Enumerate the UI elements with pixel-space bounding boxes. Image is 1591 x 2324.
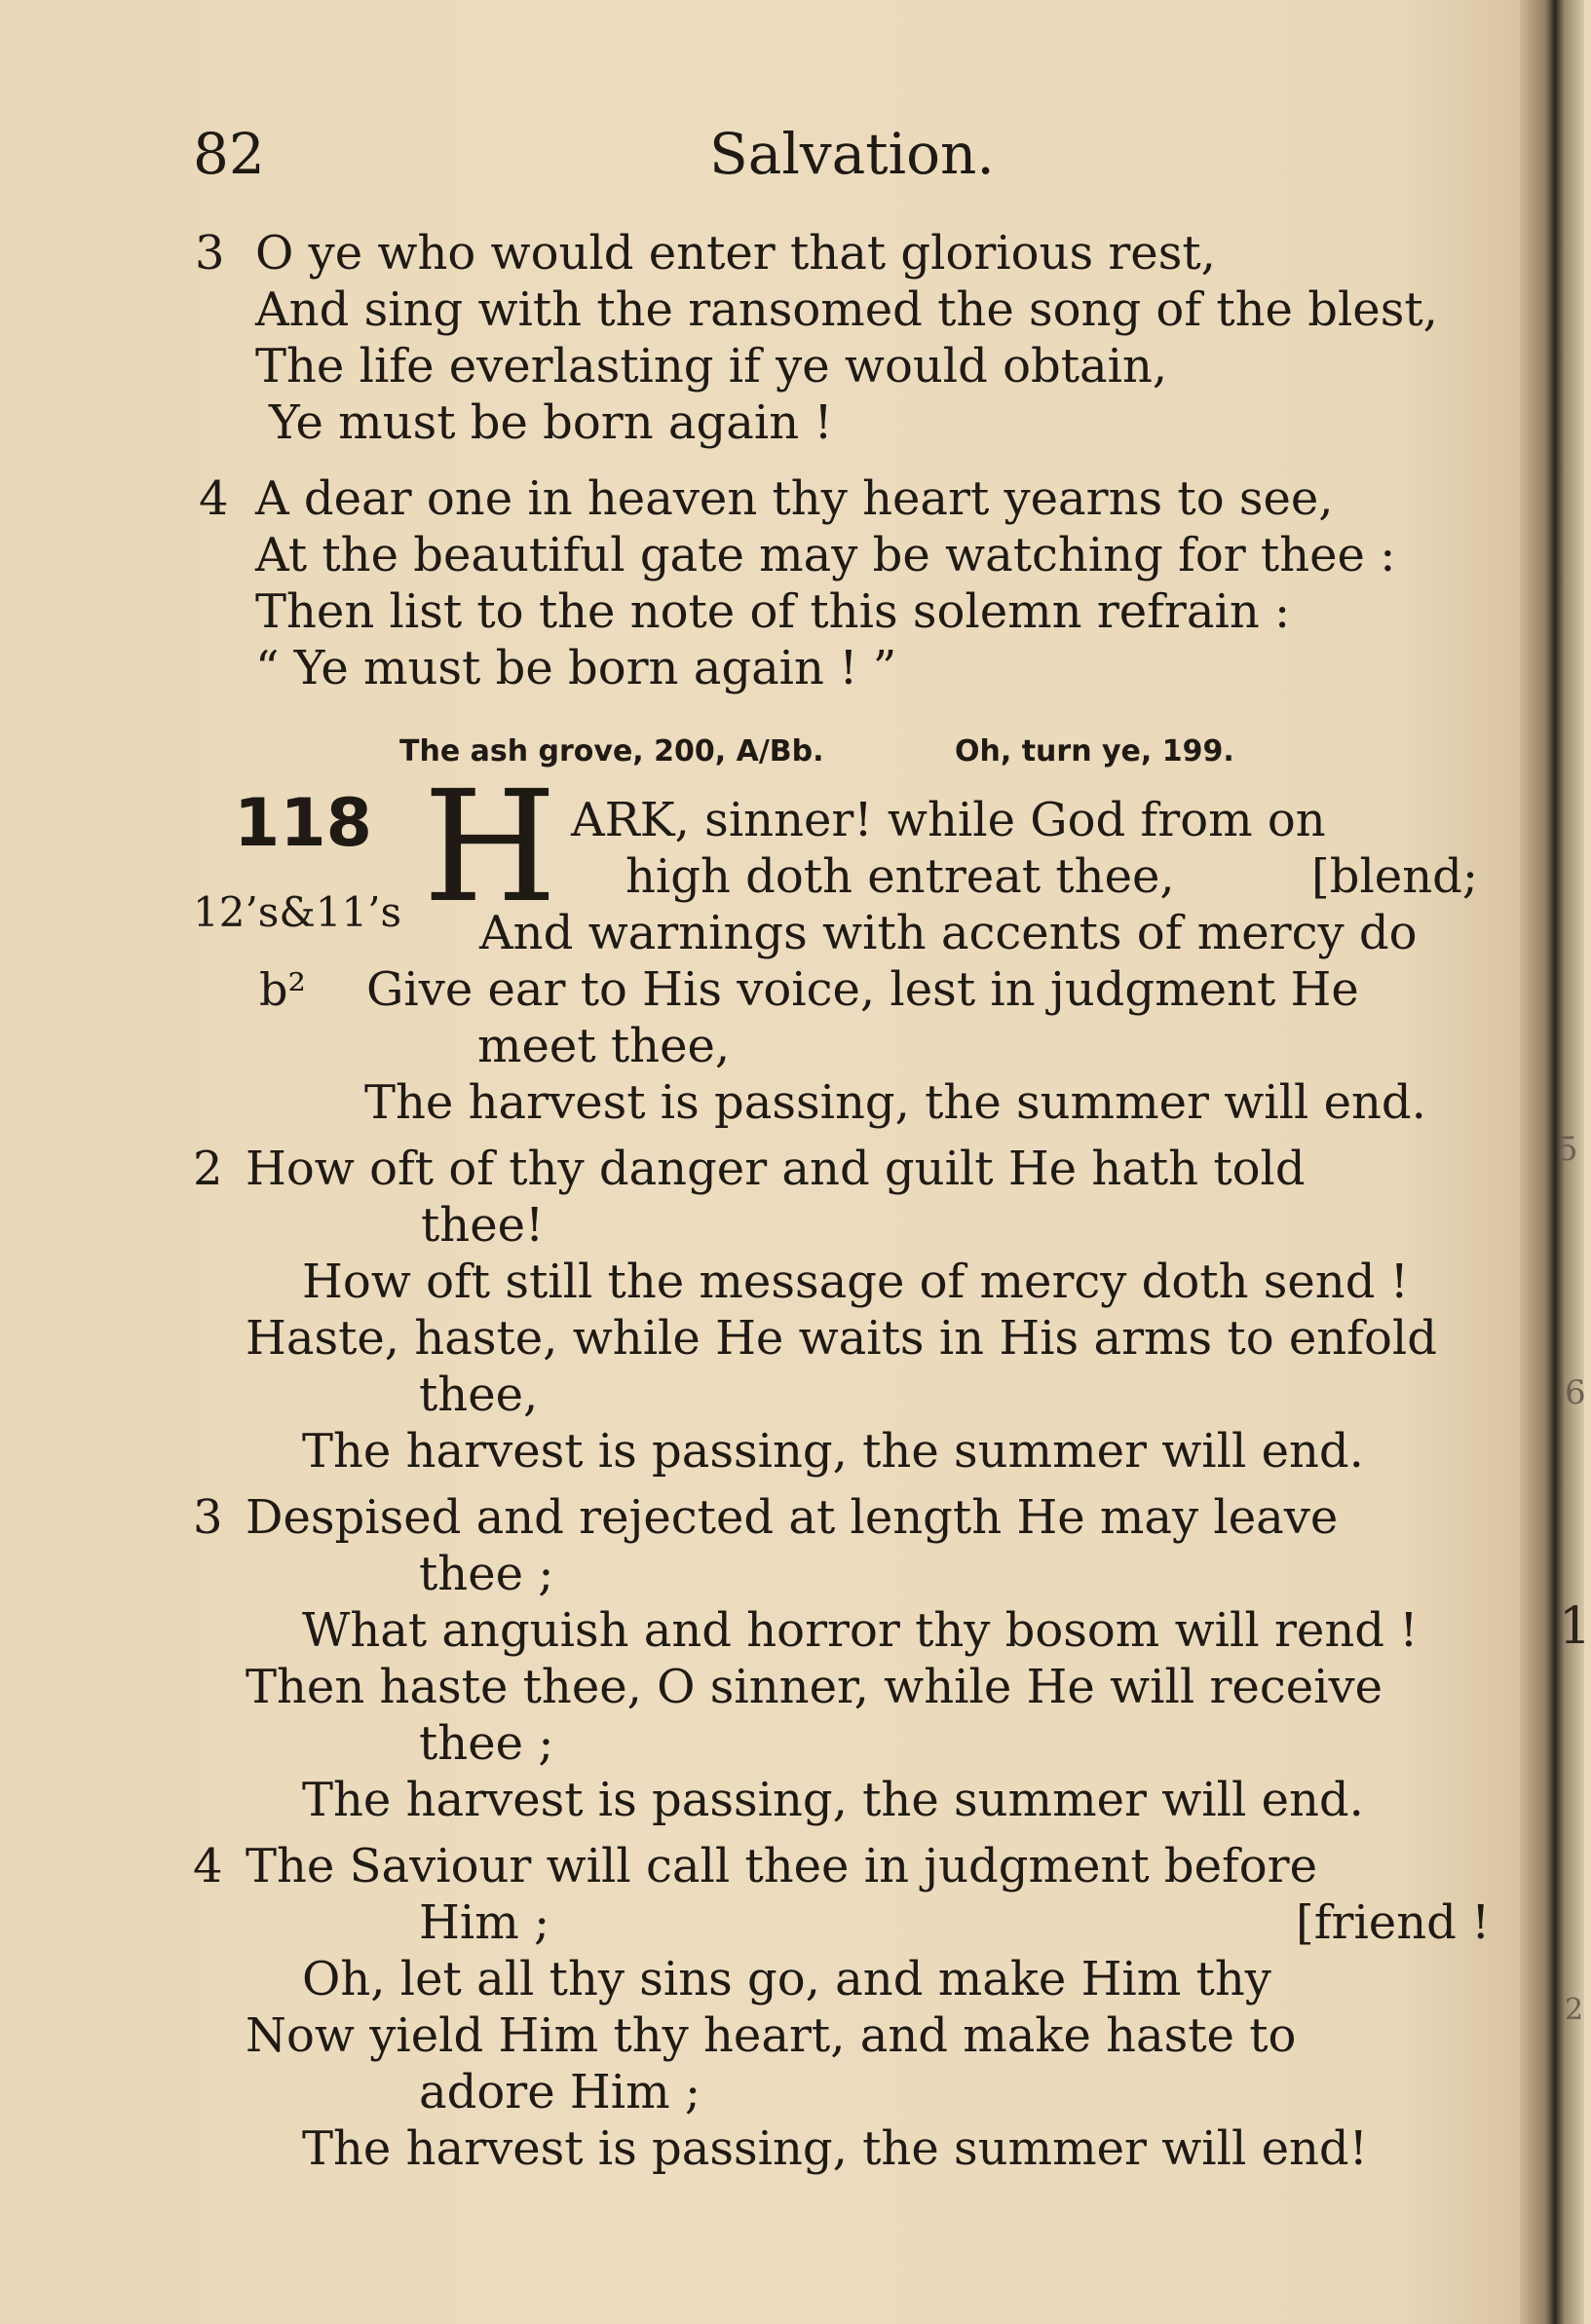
verse-line: At the beautiful gate may be watching for thee : — [255, 528, 1396, 582]
tune-reference: Oh, turn ye, 199. — [955, 734, 1234, 768]
verse-number: 3 — [193, 1490, 223, 1545]
verse-line: The harvest is passing, the summer will end. — [364, 1075, 1426, 1130]
hymn-key: b² — [259, 963, 306, 1016]
verse-line: “ Ye must be born again ! ” — [255, 641, 897, 695]
verse-line: Then haste thee, O sinner, while He will receive — [246, 1660, 1383, 1714]
tune-reference: The ash grove, 200, A/Bb. — [399, 734, 824, 768]
verse-number: 2 — [193, 1142, 223, 1196]
hymn-meter: 12’s&11’s — [193, 888, 402, 936]
hymn-number: 118 — [234, 785, 372, 862]
verse-line: Despised and rejected at length He may leave — [246, 1490, 1339, 1545]
verse-line: How oft still the message of mercy doth send ! — [302, 1255, 1409, 1309]
verse-line: Then list to the note of this solemn refrain : — [255, 584, 1291, 639]
verse-line: Ye must be born again ! — [269, 395, 833, 450]
verse-line: thee ; — [419, 1716, 554, 1771]
verse-line: meet thee, — [477, 1019, 731, 1073]
margin-mark: 6 — [1565, 1373, 1586, 1412]
verse-line: The harvest is passing, the summer will end. — [302, 1773, 1364, 1827]
margin-mark: 5 — [1557, 1130, 1578, 1169]
margin-mark: 2 — [1565, 1993, 1584, 2027]
running-title: Salvation. — [709, 121, 995, 187]
verse-line: The harvest is passing, the summer will end! — [302, 2121, 1368, 2176]
verse-line: The harvest is passing, the summer will end. — [302, 1424, 1364, 1479]
verse-line: Him ; — [419, 1895, 550, 1950]
verse-line: How oft of thy danger and guilt He hath told — [246, 1142, 1306, 1196]
verse-line: adore Him ; — [419, 2065, 701, 2119]
verse-line: [friend ! — [1296, 1895, 1491, 1950]
verse-line: A dear one in heaven thy heart yearns to see, — [255, 471, 1334, 526]
verse-number: 4 — [199, 471, 229, 526]
verse-line: And sing with the ransomed the song of the blest, — [255, 282, 1438, 337]
verse-line: [blend; — [1311, 849, 1479, 904]
verse-line: The Saviour will call thee in judgment before — [246, 1839, 1318, 1893]
page-number: 82 — [193, 121, 265, 187]
verse-line: And warnings with accents of mercy do — [479, 906, 1418, 960]
verse-line: What anguish and horror thy bosom will rend ! — [302, 1603, 1419, 1658]
verse-line: The life everlasting if ye would obtain, — [255, 339, 1168, 394]
verse-line: Oh, let all thy sins go, and make Him thy — [302, 1952, 1271, 2006]
verse-line: ARK, sinner! while God from on — [571, 793, 1326, 847]
verse-line: thee, — [419, 1368, 539, 1422]
verse-line: O ye who would enter that glorious rest, — [255, 226, 1216, 281]
verse-line: thee ; — [419, 1547, 554, 1601]
verse-number: 3 — [195, 226, 225, 281]
verse-line: high doth entreat thee, — [625, 849, 1175, 904]
verse-line: Haste, haste, while He waits in His arms to enfold — [246, 1311, 1437, 1366]
verse-line: thee! — [421, 1198, 545, 1253]
verse-number: 4 — [193, 1839, 223, 1893]
verse-line: Now yield Him thy heart, and make haste to — [246, 2008, 1297, 2063]
margin-mark: 1 — [1559, 1597, 1591, 1656]
page-header — [193, 121, 1498, 199]
verse-line: Give ear to His voice, lest in judgment He — [366, 962, 1359, 1017]
drop-cap: H — [423, 758, 557, 937]
